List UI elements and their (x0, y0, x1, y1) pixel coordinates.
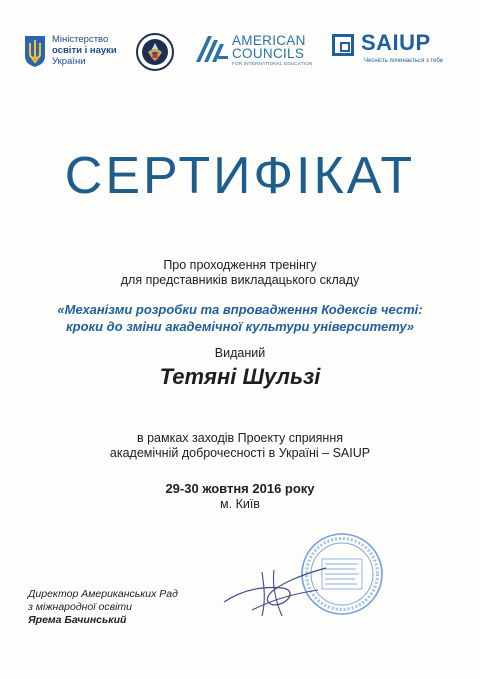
course-title (0, 301, 480, 335)
event-city: м. Київ (220, 497, 260, 511)
ministry-name (52, 34, 117, 67)
intro-text (0, 258, 480, 288)
signatory-name: Ярема Бачинський (28, 614, 127, 626)
course-line-1: «Механізми розробки та впровадження Кодексів честі: (57, 302, 423, 317)
american-councils-name (232, 34, 306, 60)
certificate-title: СЕРТИФІКАТ (64, 147, 416, 205)
saiup-square-icon (332, 34, 354, 56)
framework-line-2: академічній доброчесності в Україні – SAIUP (109, 446, 371, 460)
framework-text (0, 431, 480, 461)
handwritten-signature-icon (222, 560, 332, 620)
signatory-line-1: Директор Американських Рад (28, 588, 178, 600)
logo-header (0, 0, 480, 90)
ministry-line-3: України (52, 56, 86, 67)
intro-line-1: Про проходження тренінгу (163, 258, 317, 272)
trident-emblem-icon (22, 34, 48, 68)
saiup-name: SAIUP (361, 30, 431, 55)
american-councils-mark-icon (194, 34, 230, 64)
event-dates: 29-30 жовтня 2016 року (165, 481, 315, 496)
recipient-name: Тетяні Шульзі (159, 364, 321, 389)
signatory-line-2: з міжнародної освіти (28, 601, 133, 613)
signatory-block (28, 588, 178, 627)
framework-line-1: в рамках заходів Проекту сприяння (136, 431, 344, 445)
us-seal-icon (136, 33, 174, 71)
american-councils-subtitle: FOR INTERNATIONAL EDUCATION (232, 61, 313, 66)
course-line-2: кроки до зміни академічної культури університету» (66, 319, 414, 334)
american-councils-line-1: AMERICAN (232, 33, 306, 48)
saiup-slogan: Чесність починається з тебе (364, 58, 444, 64)
intro-line-2: для представників викладацького складу (120, 273, 360, 287)
american-councils-line-2: COUNCILS (232, 46, 305, 61)
issued-label: Виданий (214, 346, 266, 360)
ministry-line-2: освіти і науки (52, 45, 117, 56)
ministry-line-1: Міністерство (52, 34, 109, 45)
